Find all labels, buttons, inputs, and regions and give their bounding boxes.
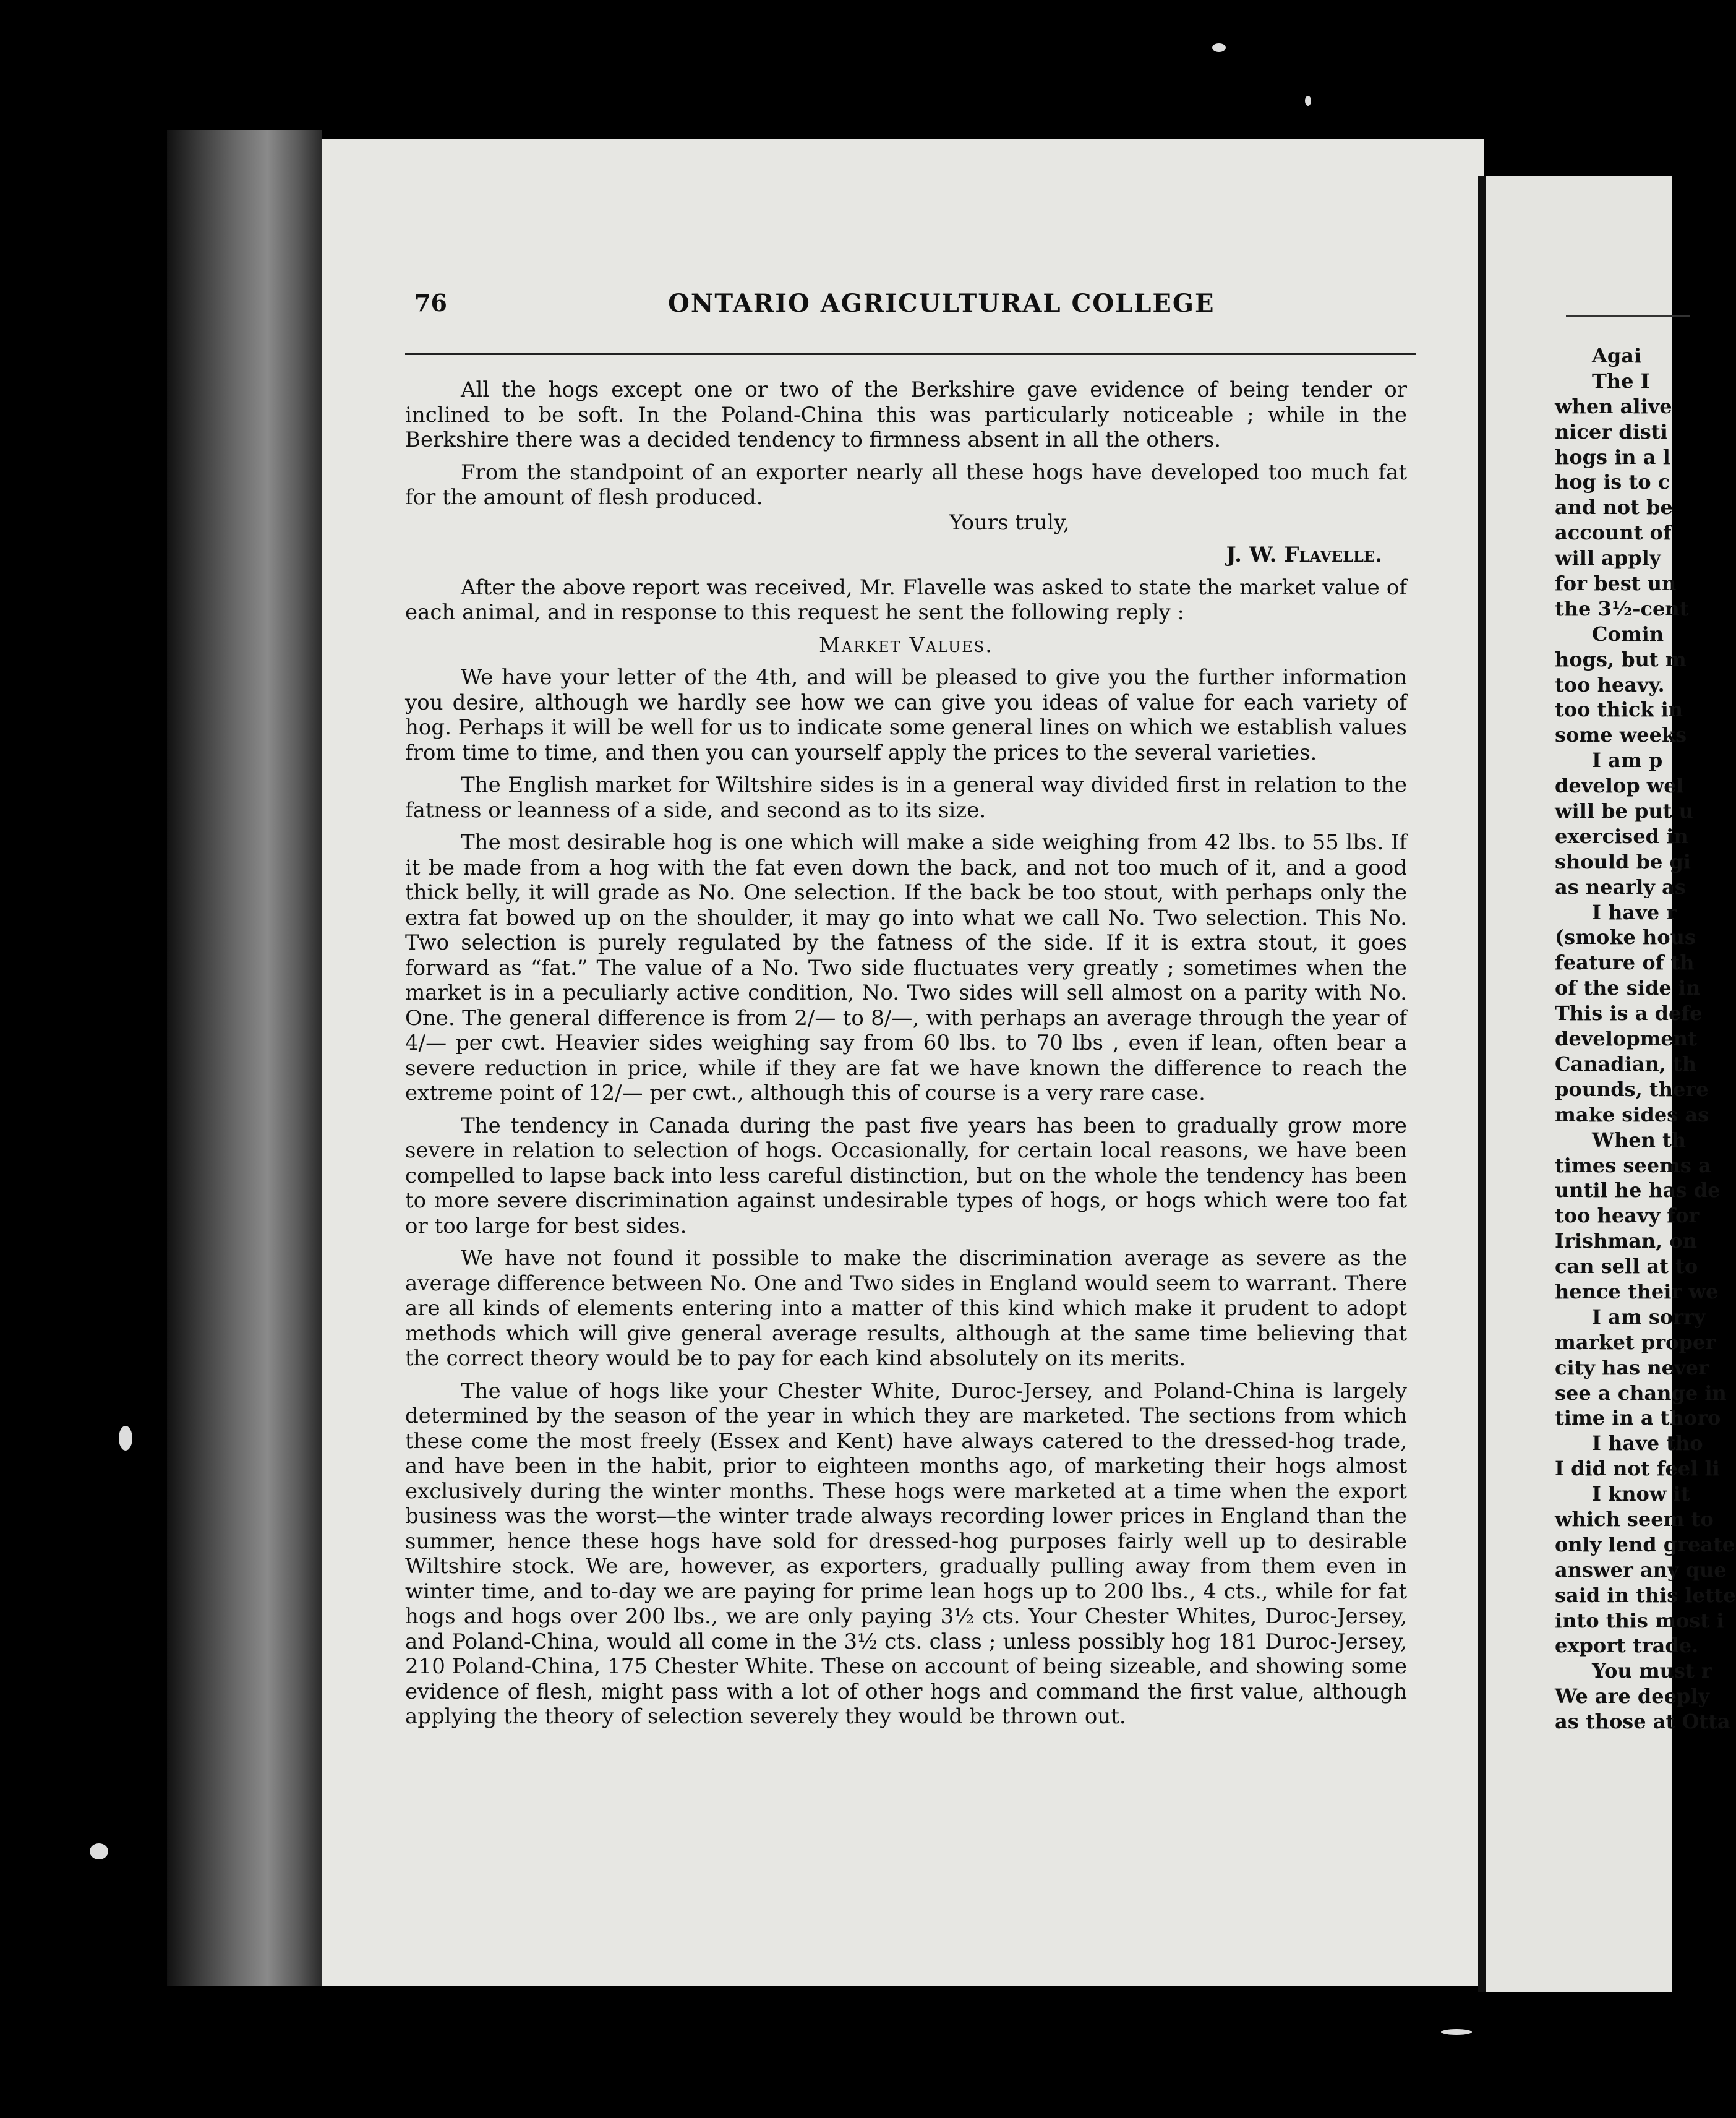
right-page-line: should be gi	[1555, 849, 1691, 873]
right-page-line: see a change in	[1555, 1381, 1727, 1405]
right-page-line: of the side in	[1555, 976, 1701, 1000]
right-page-line: development	[1555, 1027, 1697, 1051]
right-page-line: I did not feel li	[1555, 1457, 1720, 1481]
right-page-line: The I	[1592, 369, 1650, 393]
market-paragraph: The English market for Wiltshire sides is in a general way divided first in relation to the fatness or leanness of a side, and second as to its size.	[405, 773, 1407, 823]
right-page-line: times seems a	[1555, 1153, 1711, 1177]
right-page-line: Agai	[1592, 344, 1642, 367]
market-paragraph: The most desirable hog is one which will make a side weighing from 42 lbs. to 55 lbs. If it be made from a hog with the fat even down the back, and not too much of it, and a good thick belly, it will grade as No. One selection. If the back be too stout, with perhaps only the extra fat bowed up on the shoulder, it may go into what we call No. Two selection. This No. Two selection is purely regulated by the fatness of the side. If it is extra stout, it goes forward as “fat.” The value of a No. Two side fluctuates very greatly ; sometimes when the market is in a peculiarly active condition, No. Two sides will sell almost on a parity with No. One. The general difference is from 2/— to 8/—, with perhaps an average through the year of 4/— per cwt. Heavier sides weighing say from 60 lbs. to 70 lbs , even if lean, often bear a severe reduction in price, while if they are fat we have known the difference to reach the extreme point of 12/— per cwt., although this of course is a very rare case.	[405, 830, 1407, 1105]
right-page-line: market proper	[1555, 1330, 1716, 1354]
right-page-line: feature of th	[1555, 951, 1695, 975]
intro-paragraph: After the above report was received, Mr. Flavelle was asked to state the market value of each animal, and in response to this request he sent the following reply :	[405, 575, 1407, 625]
right-page-line: hog is to c	[1555, 470, 1670, 494]
right-page-line: I have tho	[1592, 1431, 1703, 1456]
right-page-line: Comin	[1592, 622, 1664, 646]
right-page-line: I know it	[1592, 1482, 1690, 1506]
dust-speck	[119, 1426, 132, 1451]
running-head: ONTARIO AGRICULTURAL COLLEGE	[668, 289, 1215, 318]
right-page-line: Canadian, th	[1555, 1052, 1697, 1076]
right-page-line: for best un	[1555, 572, 1677, 596]
market-paragraph: We have your letter of the 4th, and will be pleased to give you the further information you desire, although we hardly see how we can give you ideas of value for each variety of hog. Perhaps it will be well for us to indicate some general lines on which we establish values from time to time, and then you can yourself apply the prices to the several varieties.	[405, 665, 1407, 765]
right-page-line: until he has de	[1555, 1178, 1721, 1203]
right-page-line: as nearly as	[1555, 875, 1686, 899]
right-page-line: too heavy for	[1555, 1204, 1700, 1228]
right-page-line: I am p	[1592, 748, 1663, 773]
right-page-line: nicer disti	[1555, 419, 1668, 444]
page-header	[414, 289, 1410, 326]
right-page-line: will be put u	[1555, 799, 1693, 823]
right-page-line: as those at Otta	[1555, 1710, 1730, 1734]
right-page-line: hogs in a l	[1555, 445, 1670, 469]
right-page-line: develop wel	[1555, 774, 1684, 798]
right-page-line: (smoke hous	[1555, 925, 1696, 950]
dust-speck	[1441, 2029, 1472, 2035]
right-page-line: answer any que	[1555, 1558, 1727, 1582]
right-page-line: hence their we	[1555, 1279, 1719, 1303]
right-page-line: said in this lette	[1555, 1583, 1736, 1607]
right-page	[1486, 176, 1736, 1992]
right-page-line: export trade.	[1555, 1634, 1699, 1658]
right-page-line: when alive	[1555, 394, 1672, 418]
market-paragraph: The value of hogs like your Chester White, Duroc-Jersey, and Poland-China is largely determined by the season of the year in which they are marketed. The sections from which these come the most freely (Essex and Kent) have always catered to the dressed-hog trade, and have been in the habit, prior to eighteen months ago, of marketing their hogs almost exclusively during the winter months. These hogs were marketed at a time when the export business was the worst—the winter trade always recording lower prices in England than the summer, hence these hogs have sold for dressed-hog purposes fairly well up to desirable Wiltshire stock. We are, however, as exporters, gradually pulling away from them even in winter time, and to-day we are paying for prime lean hogs up to 200 lbs., 4 cts., while for fat hogs and hogs over 200 lbs., we are only paying 3½ cts. Your Chester Whites, Duroc-Jersey, and Poland-China, would all come in the 3½ cts. class ; unless possibly hog 181 Duroc-Jersey, 210 Poland-China, 175 Chester White. These on account of being sizeable, and showing some evidence of flesh, might pass with a lot of other hogs and command the first value, although applying the theory of selection severely they would be thrown out.	[405, 1378, 1407, 1729]
body-text	[405, 377, 1407, 1737]
right-page-line: and not be	[1555, 495, 1673, 520]
right-page-line: city has never	[1555, 1355, 1709, 1379]
right-page-line: We are deeply	[1555, 1684, 1710, 1709]
right-page-line: will apply	[1555, 546, 1661, 570]
right-page-line: This is a defe	[1555, 1001, 1703, 1026]
right-page-line: the 3½-cent	[1555, 596, 1689, 620]
dust-speck	[1212, 43, 1226, 52]
dust-speck	[90, 1843, 108, 1859]
letter-closing: Yours truly,	[949, 510, 1070, 535]
right-page-line: too heavy.	[1555, 672, 1665, 697]
right-page-line: only lend greate	[1555, 1532, 1735, 1556]
right-page-line: hogs, but m	[1555, 647, 1687, 671]
right-page-line: time in a thoro	[1555, 1406, 1721, 1430]
letter-paragraph: From the standpoint of an exporter nearly all these hogs have developed too much fat for the amount of flesh produced.	[405, 460, 1407, 510]
right-page-line: I have r	[1592, 900, 1677, 924]
right-page-line: I am sorry	[1592, 1305, 1706, 1329]
right-page-line: make sides as	[1555, 1102, 1709, 1126]
right-page-line: some weeks	[1555, 723, 1687, 747]
header-rule	[405, 353, 1416, 355]
dust-speck	[1305, 96, 1311, 106]
right-page-line: exercised in	[1555, 824, 1688, 848]
right-page-line: can sell at to	[1555, 1254, 1698, 1279]
right-page-line: When th	[1592, 1128, 1687, 1152]
letter-signature: J. W. Flavelle.	[1226, 542, 1382, 567]
section-heading: Market Values.	[819, 632, 993, 658]
right-page-text	[1555, 343, 1736, 1734]
right-page-line: pounds, there	[1555, 1077, 1709, 1101]
right-page-line: which seem to	[1555, 1507, 1714, 1531]
page-number: 76	[414, 289, 447, 317]
right-page-line: You must r	[1592, 1659, 1712, 1683]
market-paragraph: The tendency in Canada during the past five years has been to gradually grow more severe in relation to selection of hogs. Occasionally, for certain local reasons, we have been compelled to lapse back into less careful distinction, but on the whole the tendency has been to more severe discrimination against undesirable types of hogs, or hogs which were too fat or too large for best sides.	[405, 1113, 1407, 1238]
right-page-line: into this most i	[1555, 1608, 1724, 1632]
letter-paragraph: All the hogs except one or two of the Berkshire gave evidence of being tender or inclined to be soft. In the Poland-China this was particularly noticeable ; while in the Berkshire there was a decided tendency to firmness absent in all the others.	[405, 377, 1407, 452]
right-header-rule	[1566, 315, 1690, 317]
right-page-line: Irishman, on	[1555, 1229, 1698, 1253]
market-paragraph: We have not found it possible to make the discrimination average as severe as the average difference between No. One and Two sides in England would seem to warrant. There are all kinds of elements entering into a matter of this kind which make it prudent to adopt methods which will give general average results, although at the same time believing that the correct theory would be to pay for each kind absolutely on its merits.	[405, 1246, 1407, 1371]
right-page-line: account of	[1555, 521, 1672, 545]
book-page-edges	[167, 130, 322, 1986]
right-page-line: too thick in	[1555, 698, 1683, 722]
left-page	[322, 139, 1484, 1986]
